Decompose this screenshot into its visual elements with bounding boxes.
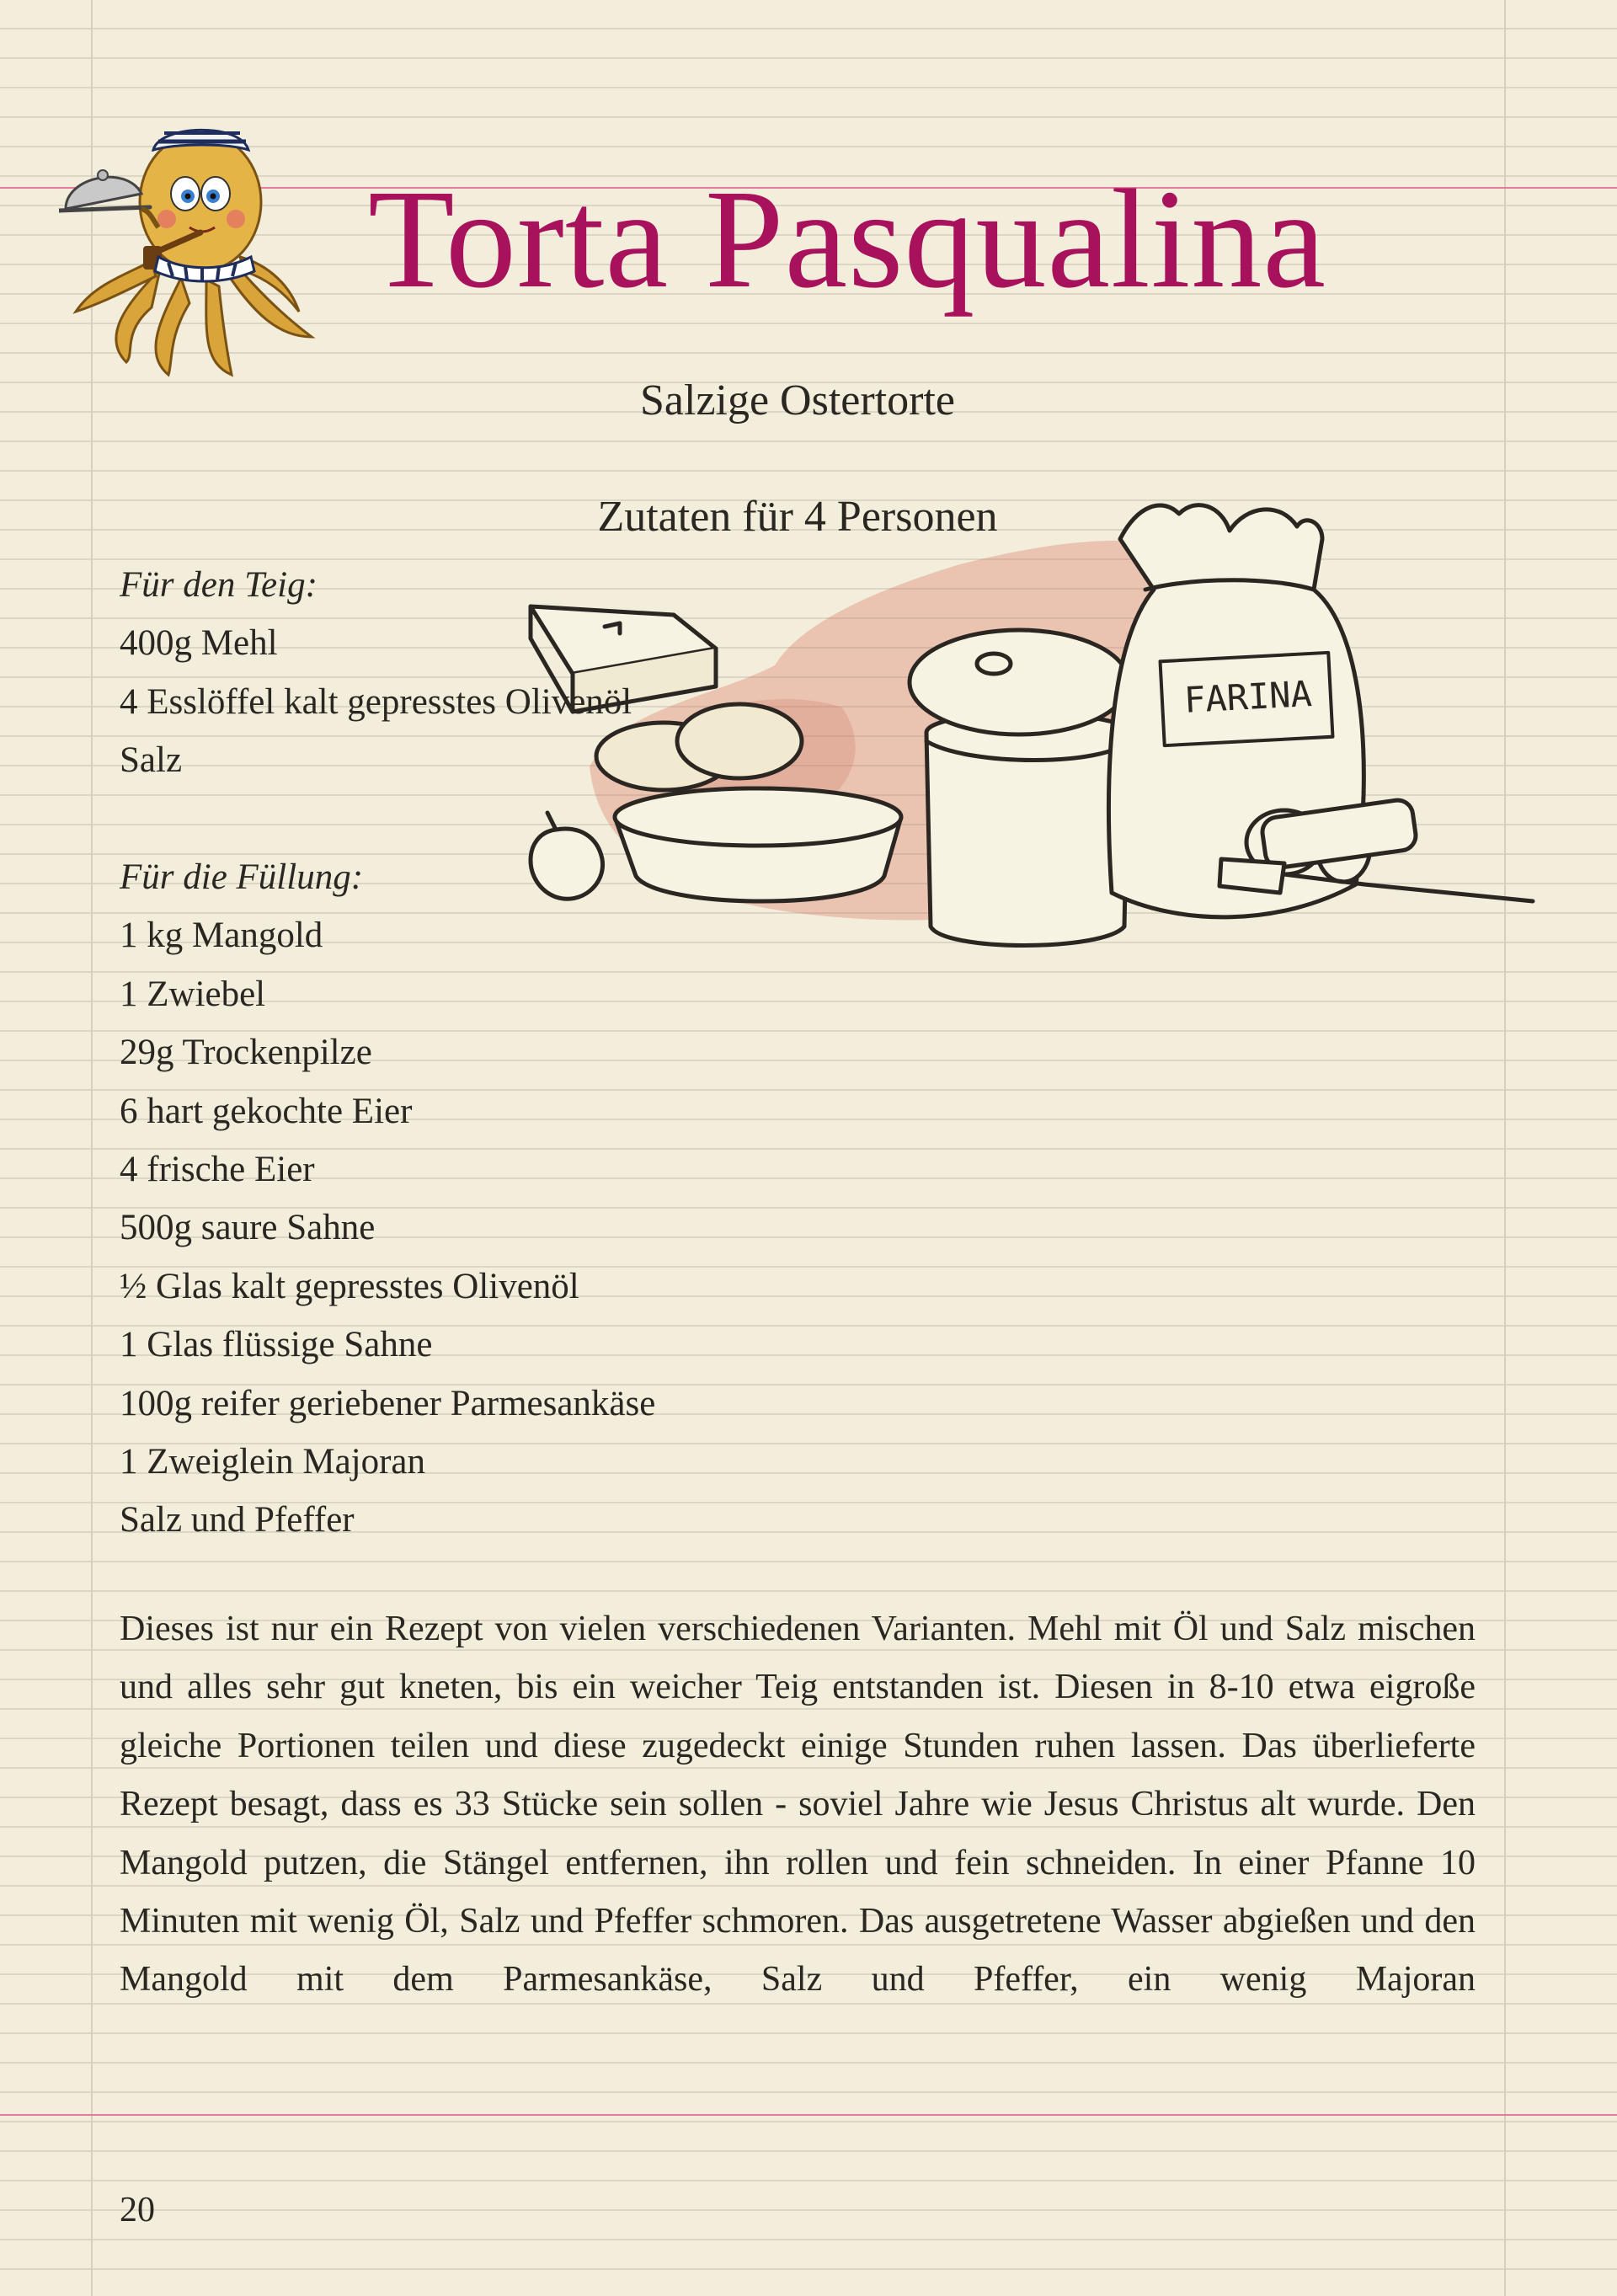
bottom-rule	[0, 2114, 1617, 2116]
list-item: 6 hart gekochte Eier	[120, 1091, 413, 1131]
list-item: 1 kg Mangold	[120, 916, 323, 956]
list-item: 29g Trockenpilze	[120, 1033, 372, 1073]
ingredient-list	[120, 556, 962, 1550]
page-number: 20	[120, 2191, 155, 2229]
filling-heading: Für die Füllung:	[120, 857, 364, 898]
octopus-chef-illustration	[59, 84, 328, 387]
recipe-subtitle: Salzige Ostertorte	[640, 376, 955, 424]
list-item: 4 frische Eier	[120, 1150, 315, 1190]
list-item: Salz	[120, 740, 183, 781]
list-item: 100g reifer geriebener Parmesankäse	[120, 1383, 656, 1423]
farina-label: FARINA	[1182, 672, 1313, 721]
list-item: 500g saure Sahne	[120, 1208, 376, 1248]
recipe-instructions: Dieses ist nur ein Rezept von vielen verschiedenen Varianten. Mehl mit Öl und Salz mischen und alles sehr gut kneten, bis ein weicher Teig entstanden ist. Diesen in 8-10 etwa eigroße gleiche Portionen teilen und diese zugedeckt einige Stunden ruhen lassen. Das überlieferte Rezept besagt, dass es 33 Stücke sein sollen - soviel Jahre wie Jesus Christus alt wurde. Den Mangold putzen, die Stängel entfernen, ihn rollen und fein schneiden. In einer Pfanne 10 Minuten mit wenig Öl, Salz und Pfeffer schmoren. Das ausgetretene Wasser abgießen und den Mangold mit dem Parmesankäse, Salz und Pfeffer, ein wenig Majoran	[120, 1610, 1476, 2000]
list-item: 1 Glas flüssige Sahne	[120, 1325, 433, 1365]
margin-line-right	[1504, 0, 1506, 2296]
recipe-title: Torta Pasqualina	[368, 161, 1326, 318]
spacer	[120, 790, 962, 848]
list-item: 1 Zwiebel	[120, 974, 266, 1014]
list-item: 400g Mehl	[120, 623, 278, 664]
list-item: 4 Esslöffel kalt gepresstes Olivenöl	[120, 681, 632, 722]
list-item: ½ Glas kalt gepresstes Olivenöl	[120, 1266, 579, 1306]
dough-heading: Für den Teig:	[120, 565, 318, 605]
list-item: Salz und Pfeffer	[120, 1500, 355, 1540]
ingredients-heading: Zutaten für 4 Personen	[597, 493, 998, 541]
list-item: 1 Zweiglein Majoran	[120, 1442, 426, 1482]
